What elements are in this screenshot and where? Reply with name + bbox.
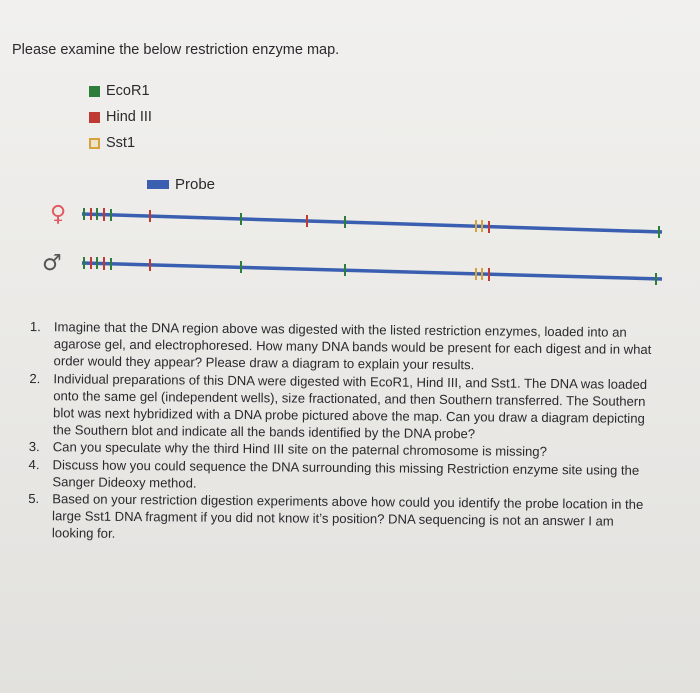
question-number: 1.	[29, 318, 41, 335]
question-text: Discuss how you could sequence the DNA surrounding this missing Restriction enzyme site using the Sanger Dideoxy method.	[52, 456, 640, 491]
maternal-dna-line	[82, 214, 662, 232]
question-number: 2.	[29, 370, 41, 386]
question-text: Imagine that the DNA region above was digested with the listed restriction enzymes, loaded into an agarose gel, and electrophoresed. How many DNA bands would be present for each digest and in what order would they appear? Please draw a diagram to explain your results.	[53, 319, 652, 373]
hind3-swatch	[89, 112, 100, 123]
question-number: 4.	[28, 456, 40, 472]
question-number: 3.	[28, 439, 40, 455]
legend-label-ecor1: EcoR1	[106, 83, 150, 99]
paternal-dna-line	[82, 263, 662, 279]
question-number: 5.	[28, 491, 40, 507]
question-item-5	[28, 490, 653, 548]
question-text: Based on your restriction digestion experiments above how could you identify the probe location in the large Sst1 DNA fragment if you did not know it’s position? DNA sequencing is not an answer I am looking for.	[51, 491, 644, 542]
probe-label: Probe	[175, 176, 216, 193]
maternal-chromosome	[82, 208, 662, 238]
sst1-swatch	[89, 138, 100, 149]
ecor1-swatch	[89, 86, 100, 97]
legend-label-hind3: Hind III	[106, 109, 152, 125]
legend-item-sst1	[89, 130, 152, 156]
female-symbol-icon: ♀	[49, 202, 67, 227]
question-text: Can you speculate why the third Hind III site on the paternal chromosome is missing?	[52, 439, 547, 460]
legend-item-ecor1	[89, 78, 152, 104]
question-text: Individual preparations of this DNA were digested with EcoR1, Hind III, and Sst1. The DNA was loaded onto the same gel (independent wells), size fractionated, and then Southern transferred. The Southern blot was next hybridized with a DNA probe pictured above the map. Can you draw a diagram depicting the Southern blot and indicate all the bands identified by the DNA probe?	[52, 370, 648, 442]
enzyme-legend	[89, 78, 152, 156]
question-item-2	[29, 370, 655, 445]
legend-label-sst1: Sst1	[106, 135, 136, 151]
paternal-chromosome	[82, 257, 662, 285]
probe-swatch	[147, 180, 169, 189]
question-list	[28, 318, 655, 548]
legend-item-hind3	[89, 104, 152, 130]
page-title: Please examine the below restriction enzyme map.	[12, 42, 340, 58]
question-item-1	[30, 318, 655, 376]
restriction-map	[0, 195, 700, 295]
male-symbol-icon: ♂	[42, 251, 62, 276]
probe-legend	[147, 176, 215, 193]
